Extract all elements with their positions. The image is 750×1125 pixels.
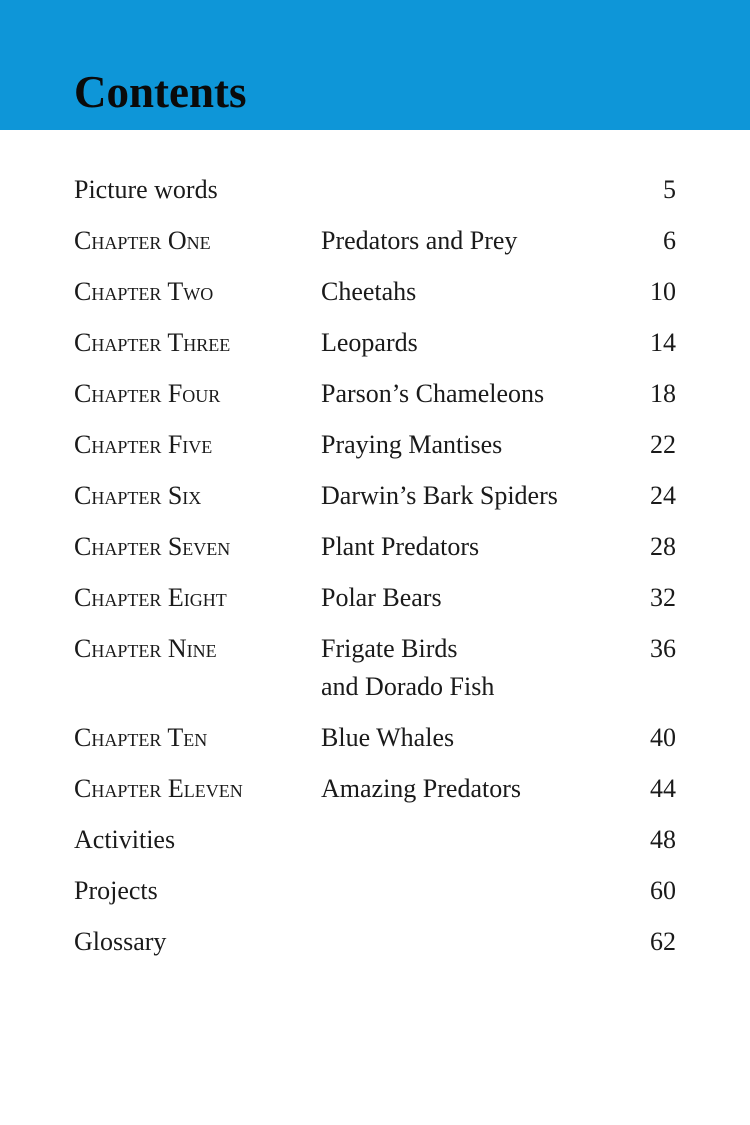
toc-entry-glossary[interactable] — [74, 916, 676, 967]
entry-page: 60 — [650, 876, 676, 905]
toc-entry-chapter-2[interactable] — [74, 266, 676, 317]
chapter-title: Darwin’s Bark Spiders — [321, 481, 558, 510]
entry-page: 5 — [663, 175, 676, 204]
entry-title — [321, 916, 616, 967]
chapter-label: Chapter Two — [74, 277, 214, 306]
toc-entry-chapter-10[interactable] — [74, 712, 676, 763]
chapter-title: Predators and Prey — [321, 226, 518, 255]
chapter-title: Leopards — [321, 328, 418, 357]
toc-entry-chapter-6[interactable] — [74, 470, 676, 521]
chapter-label: Chapter Five — [74, 430, 213, 459]
table-of-contents — [74, 164, 676, 967]
toc-entry-chapter-8[interactable] — [74, 572, 676, 623]
toc-entry-activities[interactable] — [74, 814, 676, 865]
page-title: Contents — [74, 67, 247, 117]
entry-title — [321, 865, 616, 916]
entry-page: 18 — [650, 379, 676, 408]
toc-entry-picture-words[interactable] — [74, 164, 676, 215]
chapter-title-line-1: Frigate Birds — [321, 634, 458, 663]
toc-entry-chapter-9[interactable] — [74, 623, 676, 712]
toc-entry-projects[interactable] — [74, 865, 676, 916]
chapter-label: Chapter Nine — [74, 634, 217, 663]
chapter-label: Chapter Eight — [74, 583, 227, 612]
entry-page: 40 — [650, 723, 676, 752]
header-banner — [0, 0, 750, 130]
entry-page: 36 — [650, 634, 676, 663]
chapter-title: Praying Mantises — [321, 430, 503, 459]
entry-title — [321, 164, 616, 215]
chapter-label: Chapter Ten — [74, 723, 208, 752]
entry-label: Projects — [74, 876, 158, 905]
chapter-title: Cheetahs — [321, 277, 417, 306]
toc-entry-chapter-3[interactable] — [74, 317, 676, 368]
chapter-label: Chapter Four — [74, 379, 221, 408]
entry-page: 32 — [650, 583, 676, 612]
toc-entry-chapter-7[interactable] — [74, 521, 676, 572]
entry-page: 48 — [650, 825, 676, 854]
entry-label: Picture words — [74, 175, 218, 204]
chapter-title-line-2: and Dorado Fish — [321, 672, 495, 701]
entry-page: 22 — [650, 430, 676, 459]
toc-entry-chapter-4[interactable] — [74, 368, 676, 419]
chapter-label: Chapter Eleven — [74, 774, 243, 803]
chapter-label: Chapter Seven — [74, 532, 231, 561]
chapter-title: Plant Predators — [321, 532, 480, 561]
entry-title — [321, 814, 616, 865]
chapter-label: Chapter One — [74, 226, 211, 255]
entry-page: 62 — [650, 927, 676, 956]
chapter-title — [321, 623, 616, 712]
toc-entry-chapter-11[interactable] — [74, 763, 676, 814]
toc-entry-chapter-5[interactable] — [74, 419, 676, 470]
entry-page: 10 — [650, 277, 676, 306]
entry-page: 6 — [663, 226, 676, 255]
chapter-label: Chapter Six — [74, 481, 202, 510]
entry-page: 24 — [650, 481, 676, 510]
entry-label: Glossary — [74, 927, 167, 956]
toc-entry-chapter-1[interactable] — [74, 215, 676, 266]
entry-label: Activities — [74, 825, 176, 854]
chapter-title: Polar Bears — [321, 583, 442, 612]
entry-page: 14 — [650, 328, 676, 357]
chapter-label: Chapter Three — [74, 328, 231, 357]
chapter-title: Blue Whales — [321, 723, 455, 752]
chapter-title: Amazing Predators — [321, 774, 522, 803]
entry-page: 44 — [650, 774, 676, 803]
entry-page: 28 — [650, 532, 676, 561]
chapter-title: Parson’s Chameleons — [321, 379, 545, 408]
